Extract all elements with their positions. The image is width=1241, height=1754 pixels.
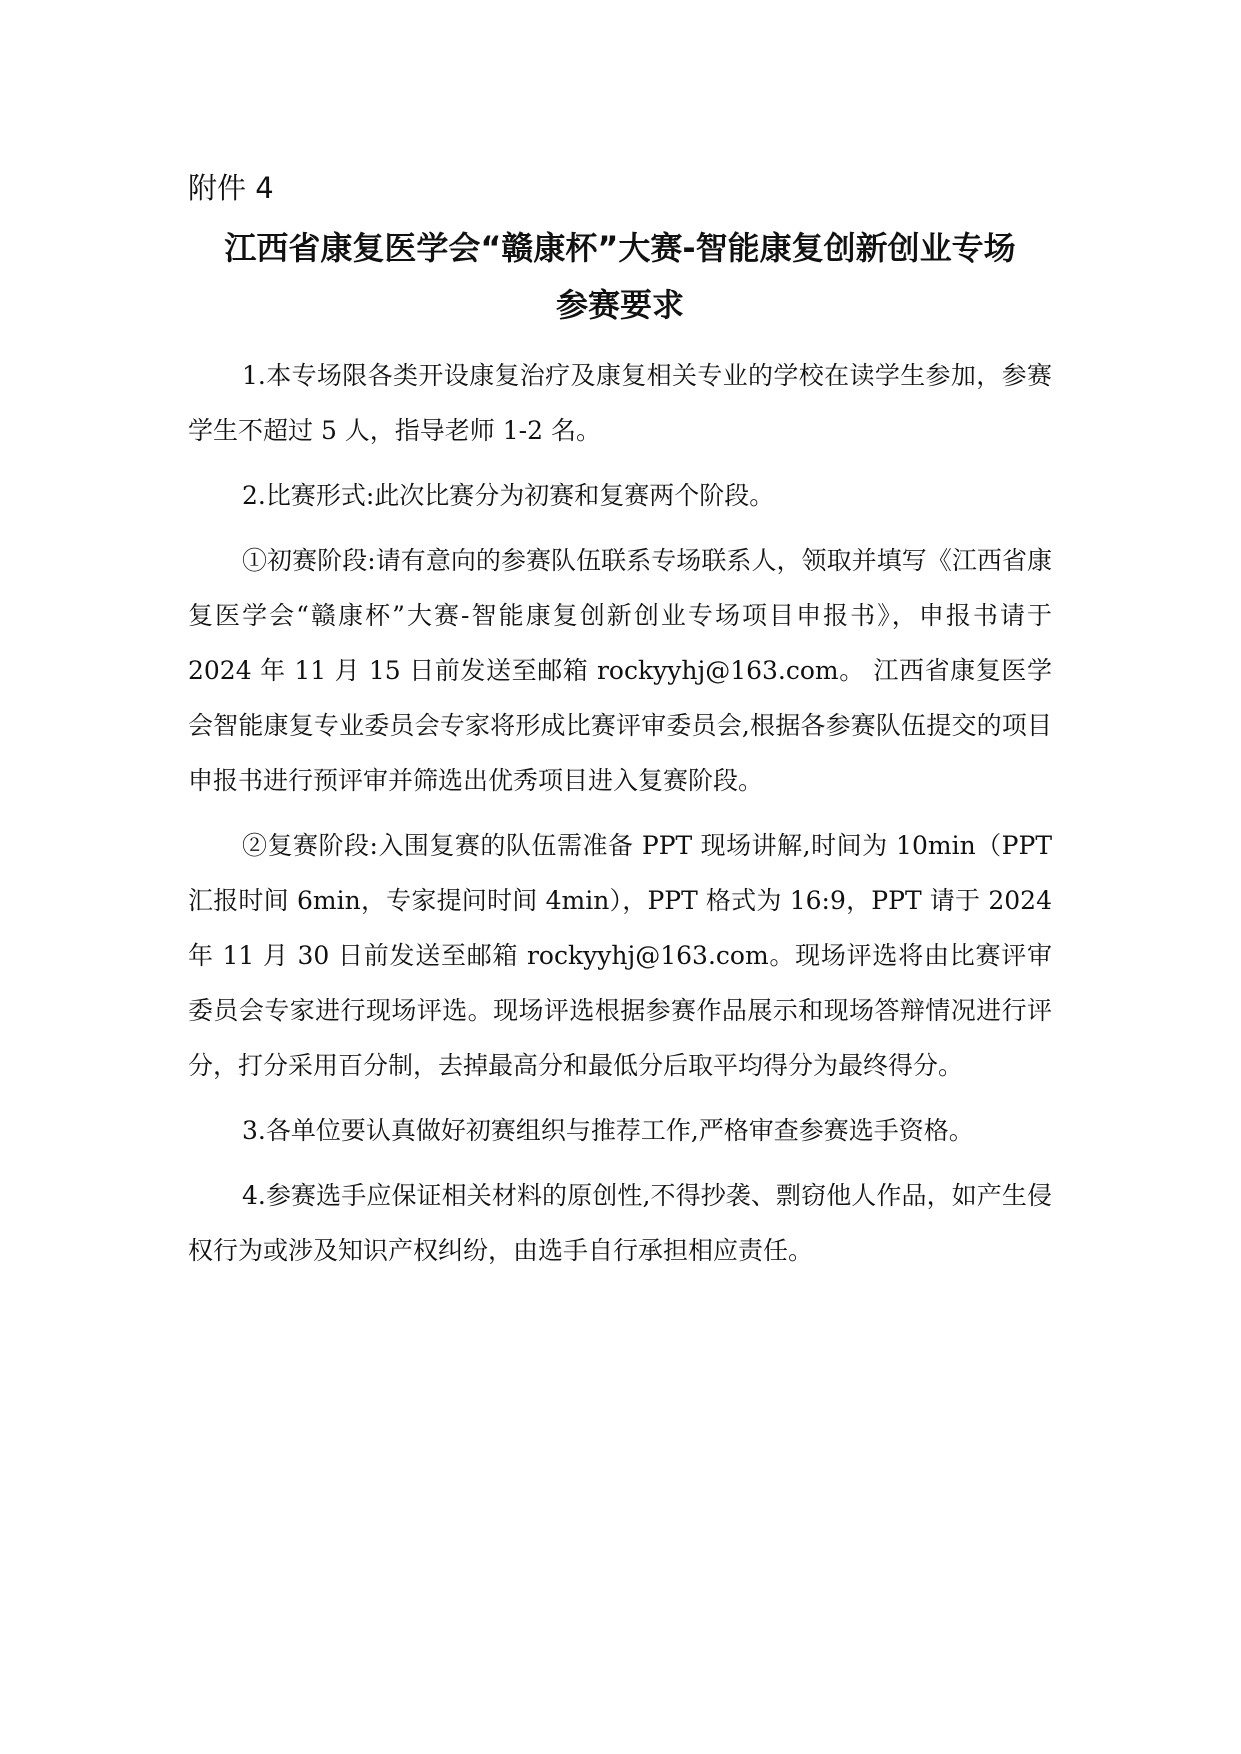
attachment-label: 附件 4 <box>188 171 274 205</box>
document-body <box>188 348 1052 1288</box>
paragraph-preliminary-stage: ①初赛阶段:请有意向的参赛队伍联系专场联系人，领取并填写《江西省康复医学会“赣康杯”大赛-智能康复创新创业专场项目申报书》，申报书请于 2024 年 11 月 15 日前发送至邮箱 rockyyhj@163.com。 江西省康复医学会智能康复专业委员会专家将形成比赛评审委员会,根据各参赛队伍提交的项目申报书进行预评审并筛选出优秀项目进入复赛阶段。 <box>188 546 1052 795</box>
paragraph-format: 2.比赛形式:此次比赛分为初赛和复赛两个阶段。 <box>242 481 775 510</box>
document-title-line-2: 参赛要求 <box>555 286 684 324</box>
paragraph-originality: 4.参赛选手应保证相关材料的原创性,不得抄袭、剽窃他人作品，如产生侵权行为或涉及知识产权纠纷，由选手自行承担相应责任。 <box>188 1181 1052 1265</box>
document-title-line-1: 江西省康复医学会“赣康杯”大赛-智能康复创新创业专场 <box>224 229 1016 267</box>
paragraph-organization: 3.各单位要认真做好初赛组织与推荐工作,严格审查参赛选手资格。 <box>242 1116 974 1145</box>
paragraph-eligibility: 1.本专场限各类开设康复治疗及康复相关专业的学校在读学生参加，参赛学生不超过 5 人，指导老师 1-2 名。 <box>188 361 1052 445</box>
paragraph-final-stage: ②复赛阶段:入围复赛的队伍需准备 PPT 现场讲解,时间为 10min（PPT 汇报时间 6min，专家提问时间 4min），PPT 格式为 16:9，PPT 请于 2024 年 11 月 30 日前发送至邮箱 rockyyhj@163.com。现场评选将由比赛评审委员会专家进行现场评选。现场评选根据参赛作品展示和现场答辩情况进行评分，打分采用百分制，去掉最高分和最低分后取平均得分为最终得分。 <box>188 831 1052 1080</box>
